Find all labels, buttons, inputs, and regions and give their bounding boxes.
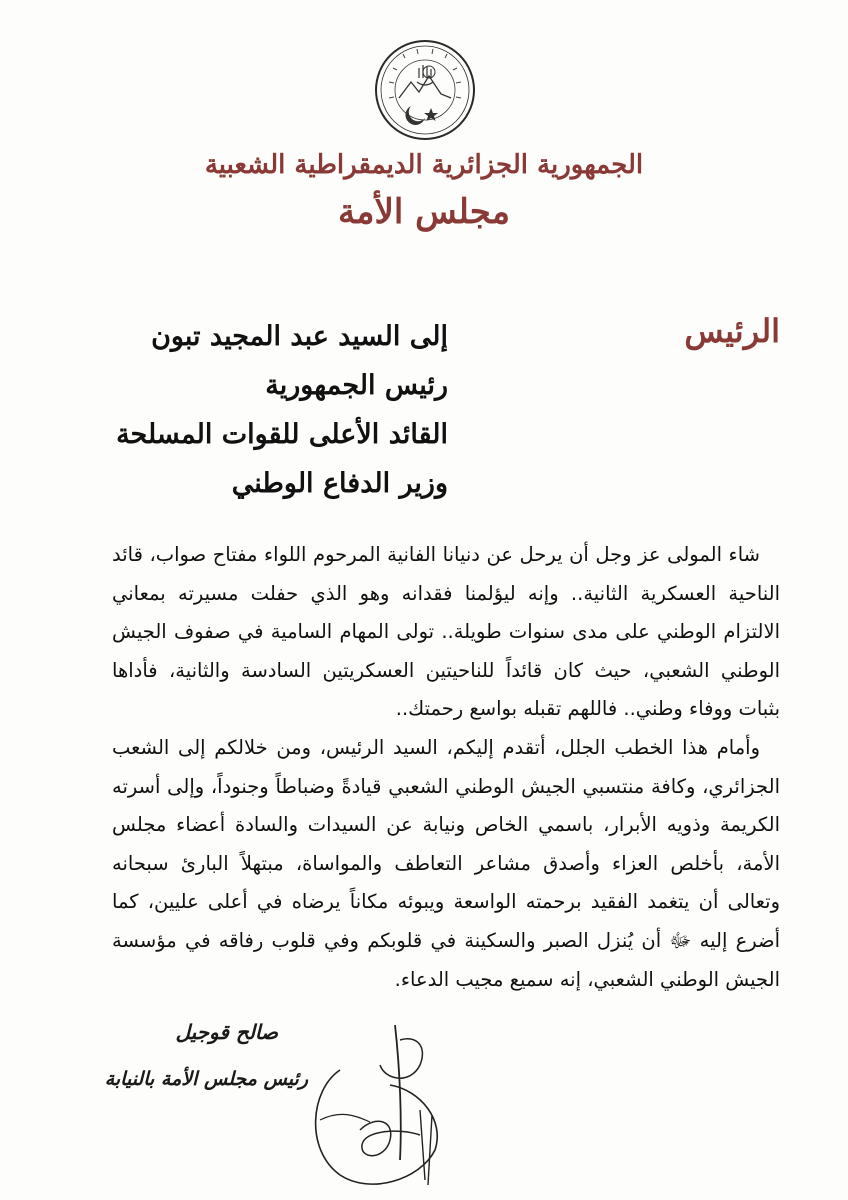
- letter-body: [112, 536, 780, 999]
- body-paragraph-1: شاء المولى عز وجل أن يرحل عن دنيانا الفانية المرحوم اللواء مفتاح صواب، قائد الناحية العسكرية الثانية.. وإنه ليؤلمنا فقدانه وهو الذي حفلت مسيرته بمعاني الالتزام الوطني على مدى سنوات طويلة.. تولى المهام السامية في صفوف الجيش الوطني الشعبي، حيث كان قائداً للناحيتين العسكريتين السادسة والثانية، فأداها بثبات ووفاء وطني.. فاللهم تقبله بواسع رحمتك..: [112, 543, 780, 721]
- recipient-block: [116, 312, 448, 508]
- republic-title: الجمهورية الجزائرية الديمقراطية الشعبية: [204, 150, 644, 180]
- president-label: الرئيس: [684, 312, 780, 350]
- recipient-line-commander: القائد الأعلى للقوات المسلحة: [116, 419, 448, 450]
- institution-title: مجلس الأمة: [338, 192, 510, 232]
- signatory-title: رئيس مجلس الأمة بالنيابة: [104, 1068, 308, 1090]
- body-paragraph-2: وأمام هذا الخطب الجلل، أتقدم إليكم، السيد الرئيس، ومن خلالكم إلى الشعب الجزائري، وكافة منتسبي الجيش الوطني الشعبي قيادةً وضباطاً وجنوداً، وإلى أسرته الكريمة وذويه الأبرار، باسمي الخاص ونيابة عن السيدات والسادة أعضاء مجلس الأمة، بأخلص العزاء وأصدق مشاعر التعاطف والمواساة، مبتهلاً البارئ سبحانه وتعالى أن يتغمد الفقيد برحمته الواسعة ويبوئه مكاناً يرضاه في أعلى عليين، كما أضرع إليه ﷻ أن يُنزل الصبر والسكينة في قلوبكم وفي قلوب رفاقه في مؤسسة الجيش الوطني الشعبي، إنه سميع مجيب الدعاء.: [112, 735, 780, 991]
- state-seal-icon: [373, 38, 477, 142]
- handwritten-signature-icon: [300, 1010, 450, 1190]
- signatory-name: صالح قوجيل: [175, 1020, 278, 1044]
- recipient-line-minister: وزير الدفاع الوطني: [231, 468, 448, 499]
- recipient-line-name: إلى السيد عبد المجيد تبون: [151, 321, 448, 352]
- recipient-line-title: رئيس الجمهورية: [265, 370, 448, 401]
